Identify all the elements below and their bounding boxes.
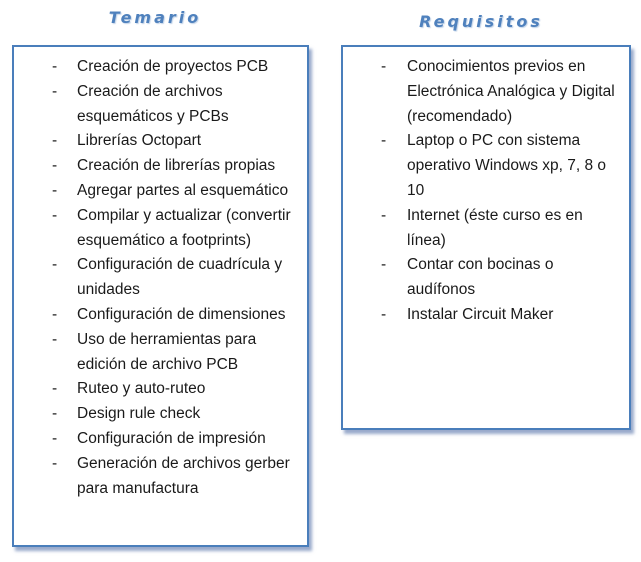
- list-item-text: Contar con bocinas o audífonos: [407, 256, 554, 299]
- bullet-dash: -: [52, 380, 58, 398]
- bullet-dash: -: [52, 405, 58, 423]
- list-item: [14, 253, 307, 303]
- list-item-text: Librerías Octopart: [77, 132, 202, 150]
- list-item-text: Uso de herramientas para edición de archivo PCB: [77, 330, 257, 373]
- bullet-dash: -: [52, 181, 58, 199]
- requisitos-list: [343, 55, 629, 328]
- list-item-text: Conocimientos previos en Electrónica Analógica y Digital (recomendado): [407, 58, 615, 125]
- bullet-dash: -: [52, 58, 58, 75]
- requisitos-heading: Requisitos: [419, 12, 543, 31]
- list-item: [14, 402, 307, 427]
- temario-list: [14, 55, 307, 501]
- list-item-text: Ruteo y auto-ruteo: [77, 380, 206, 398]
- list-item: [14, 55, 307, 80]
- list-item-text: Agregar partes al esquemático: [77, 181, 289, 199]
- bullet-dash: -: [52, 429, 58, 447]
- list-item: [343, 303, 629, 328]
- bullet-dash: -: [381, 305, 387, 323]
- temario-heading: Temario: [108, 8, 202, 27]
- bullet-dash: -: [381, 132, 387, 150]
- list-item: [14, 179, 307, 204]
- list-item: [343, 253, 629, 303]
- bullet-dash: -: [52, 330, 58, 348]
- list-item-text: Internet (éste curso es en línea): [407, 206, 583, 249]
- list-item-text: Instalar Circuit Maker: [407, 305, 554, 323]
- list-item-text: Configuración de impresión: [77, 429, 266, 447]
- list-item: [14, 80, 307, 130]
- list-item-text: Design rule check: [77, 405, 201, 423]
- list-item: [14, 204, 307, 254]
- bullet-dash: -: [52, 157, 58, 175]
- bullet-dash: -: [52, 305, 58, 323]
- bullet-dash: -: [381, 256, 387, 274]
- list-item: [14, 452, 307, 502]
- bullet-dash: -: [52, 82, 58, 100]
- list-item-text: Creación de proyectos PCB: [77, 58, 269, 75]
- bullet-dash: -: [381, 58, 387, 75]
- bullet-dash: -: [52, 256, 58, 274]
- bullet-dash: -: [52, 206, 58, 224]
- list-item: [343, 204, 629, 254]
- list-item: [14, 129, 307, 154]
- list-item-text: Configuración de dimensiones: [77, 305, 286, 323]
- list-item-text: Laptop o PC con sistema operativo Windows xp, 7, 8 o 10: [407, 132, 607, 199]
- list-item: [14, 377, 307, 402]
- list-item: [343, 55, 629, 129]
- list-item: [14, 303, 307, 328]
- requisitos-box: [341, 45, 631, 430]
- list-item-text: Configuración de cuadrícula y unidades: [77, 256, 283, 299]
- list-item-text: Generación de archivos gerber para manufactura: [77, 454, 290, 497]
- list-item: [14, 154, 307, 179]
- list-item-text: Creación de archivos esquemáticos y PCBs: [77, 82, 229, 125]
- temario-box: [12, 45, 309, 547]
- bullet-dash: -: [52, 132, 58, 150]
- bullet-dash: -: [381, 206, 387, 224]
- list-item-text: Compilar y actualizar (convertir esquemático a footprints): [77, 206, 291, 249]
- list-item-text: Creación de librerías propias: [77, 157, 276, 175]
- list-item: [14, 427, 307, 452]
- list-item: [343, 129, 629, 203]
- list-item: [14, 328, 307, 378]
- bullet-dash: -: [52, 454, 58, 472]
